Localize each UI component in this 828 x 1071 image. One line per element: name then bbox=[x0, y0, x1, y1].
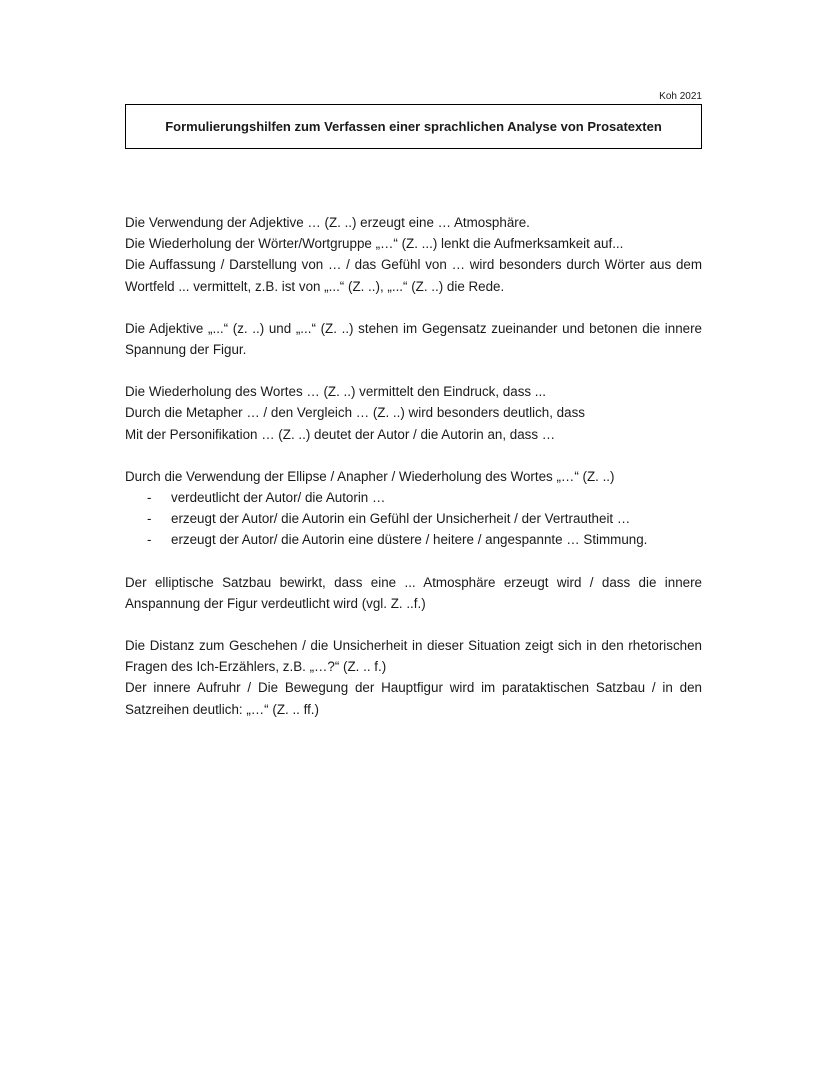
paragraph-gap bbox=[125, 551, 702, 572]
phrase-line: Die Wiederholung der Wörter/Wortgruppe „…“ (Z. ...) lenkt die Aufmerksamkeit auf... bbox=[125, 236, 624, 252]
author-year-note: Koh 2021 bbox=[659, 91, 702, 102]
document-title: Formulierungshilfen zum Verfassen einer sprachlichen Analyse von Prosatexten bbox=[165, 119, 662, 134]
paragraph-gap bbox=[125, 297, 702, 318]
phrase-bullet-list bbox=[125, 487, 702, 551]
dash-bullet: - bbox=[147, 511, 152, 527]
phrase-line: Die Wiederholung des Wortes … (Z. ..) vermittelt den Eindruck, dass ... bbox=[125, 384, 546, 400]
phrase-intro: Durch die Verwendung der Ellipse / Anapher / Wiederholung des Wortes „…“ (Z. ..) bbox=[125, 468, 615, 484]
list-item-text: erzeugt der Autor/ die Autorin ein Gefühl der Unsicherheit / der Vertrautheit … bbox=[171, 511, 631, 527]
phrase-line: Die Verwendung der Adjektive … (Z. ..) erzeugt eine … Atmosphäre. bbox=[125, 215, 530, 230]
dash-bullet: - bbox=[147, 490, 152, 506]
list-item bbox=[125, 487, 702, 508]
phrase-paragraph: Die Adjektive „...“ (z. ..) und „...“ (Z. ..) stehen im Gegensatz zueinander und betonen die innere Spannung der Figur. bbox=[125, 320, 702, 358]
document-body bbox=[125, 212, 702, 720]
paragraph-gap bbox=[125, 360, 702, 381]
paragraph-gap bbox=[125, 445, 702, 466]
phrase-paragraph: Die Distanz zum Geschehen / die Unsicherheit in dieser Situation zeigt sich in den rhetorischen Fragen des Ich-Erzählers, z.B. „…?“ (Z. .. f.) bbox=[125, 638, 702, 675]
phrase-line: Mit der Personifikation … (Z. ..) deutet der Autor / die Autorin an, dass … bbox=[125, 426, 556, 442]
list-item bbox=[125, 508, 702, 529]
phrase-line: Die Auffassung / Darstellung von … / das Gefühl von … wird besonders durch Wörter aus dem Wortfeld ... vermittelt, z.B. ist von „...“ (Z. ..), „...“ (Z. ..) die Rede. bbox=[125, 257, 702, 294]
list-item-text: erzeugt der Autor/ die Autorin eine düstere / heitere / angespannte … Stimmung. bbox=[171, 532, 648, 548]
list-item bbox=[125, 529, 702, 550]
phrase-line: Durch die Metapher … / den Vergleich … (Z. ..) wird besonders deutlich, dass bbox=[125, 405, 585, 421]
document-title-box bbox=[125, 104, 702, 149]
phrase-paragraph: Der innere Aufruhr / Die Bewegung der Hauptfigur wird im parataktischen Satzbau / in den Satzreihen deutlich: „…“ (Z. .. ff.) bbox=[125, 680, 702, 717]
list-item-text: verdeutlicht der Autor/ die Autorin … bbox=[171, 490, 386, 506]
paragraph-gap bbox=[125, 614, 702, 635]
phrase-paragraph: Der elliptische Satzbau bewirkt, dass eine ... Atmosphäre erzeugt wird / dass die innere Anspannung der Figur verdeutlicht wird (vgl. Z. ..f.) bbox=[125, 574, 702, 611]
dash-bullet: - bbox=[147, 532, 152, 548]
